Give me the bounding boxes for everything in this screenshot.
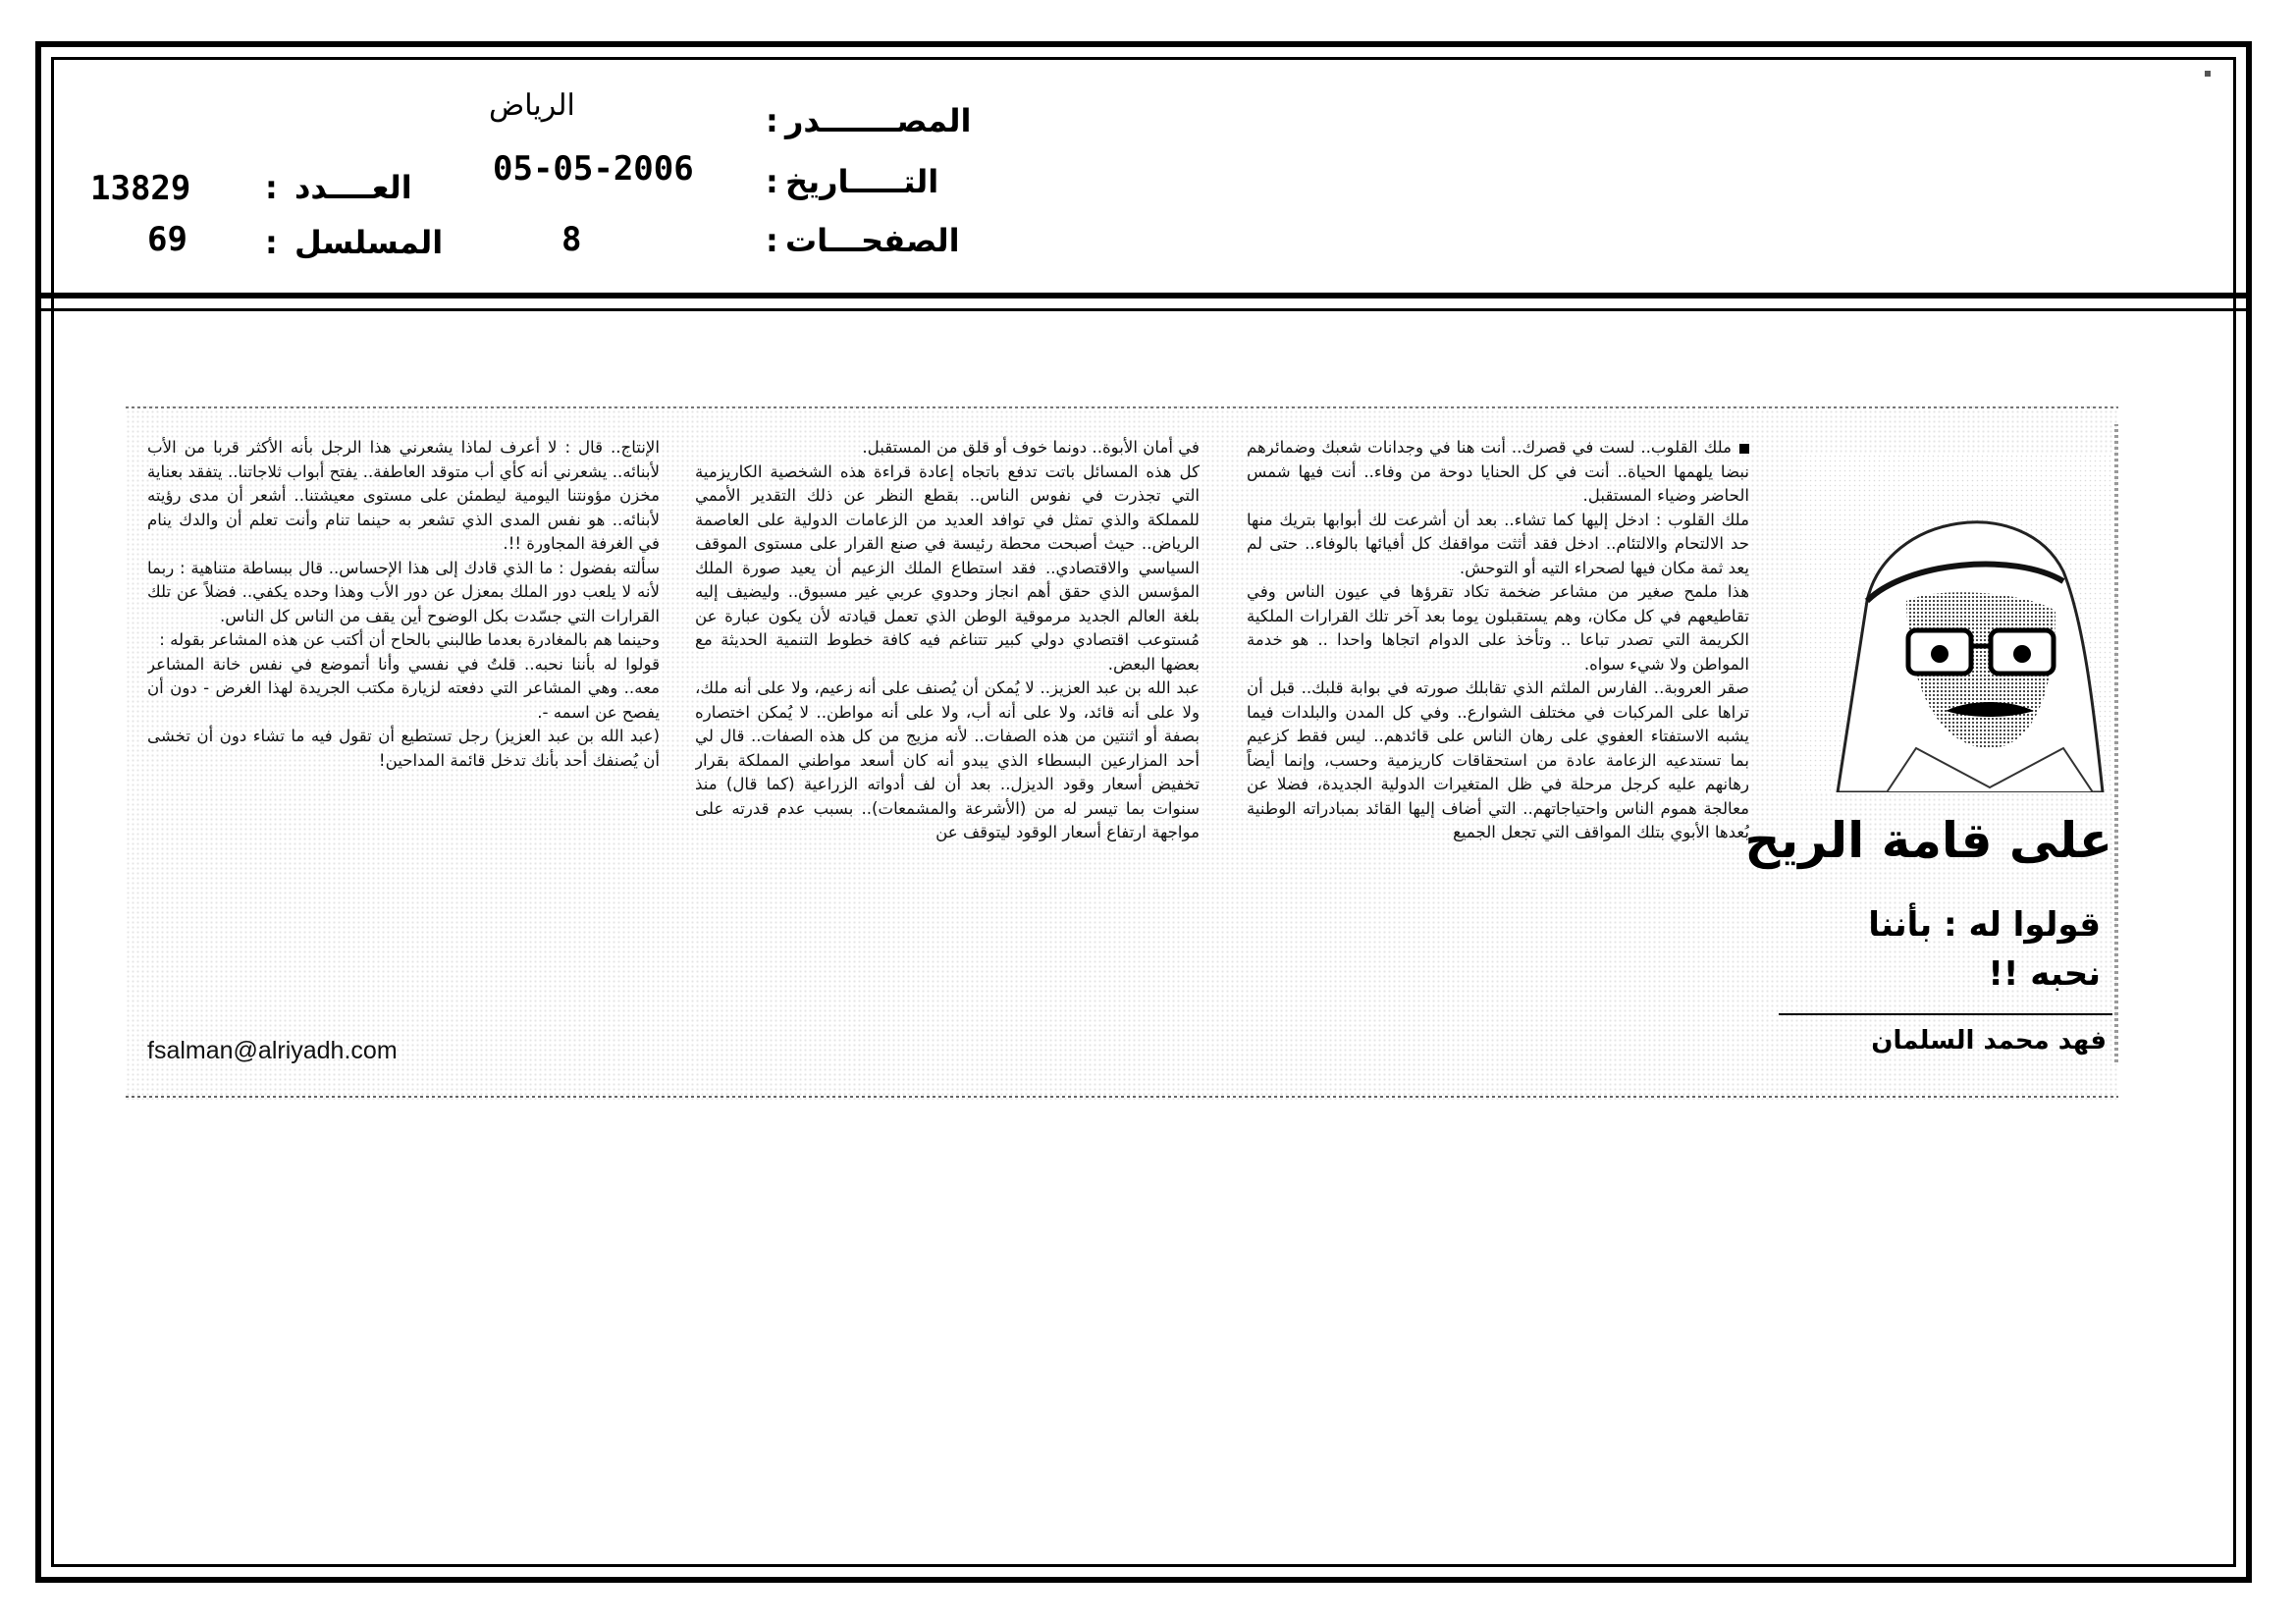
- clipping-top-edge: [126, 406, 2118, 408]
- article-paragraph: وحينما هم بالمغادرة بعدما طالبني بالحاح أن أكتب عن هذه المشاعر بقوله :: [159, 630, 660, 649]
- article-paragraph: سألته بفضول : ما الذي قادك إلى هذا الإحساس.. قال ببساطة متناهية : ربما لأنه لا يلعب دور الملك بمعزل عن دور الأب وهذا وحده يكفي.. فضلاً عن تلك القرارات التي جسّدت بكل الوضوح أين يقف من الناس كل الناس.: [147, 558, 660, 625]
- source-colon: :: [766, 102, 778, 139]
- serial-value: 69: [147, 220, 187, 259]
- author-byline: فهد محمد السلمان: [1871, 1026, 2107, 1056]
- article-column-1: [1247, 436, 1749, 1078]
- article-paragraph: (عبد الله بن عبد العزيز) رجل تستطيع أن تقول فيه ما تشاء دون أن تخشى أن يُصنفك أحد بأنك تدخل قائمة المداحين!: [147, 727, 660, 770]
- article-paragraph: عبد الله بن عبد العزيز.. لا يُمكن أن يُصنف على أنه زعيم، ولا على أنه ملك، ولا على أنه قائد، ولا على أنه أب، ولا على أنه مواطن.. لا يُمكن اختصاره بصفة أو اثنتين من هذه الصفات.. لأنه مزيج من كل هذه الصفات.. قال لي أحد المزارعين البسطاء الذي يبدو أنه كان أسعد مواطني المملكة بقرار تخفيض أسعار وقود الديزل.. بعد أن لف أدواته الزراعية (كما قال) منذ سنوات بما تيسر له من (الأشرعة والمشمعات).. بسبب عدم قدرته على مواجهة ارتفاع أسعار الوقود ليتوقف عن: [695, 678, 1200, 841]
- article-paragraph: ملك القلوب : ادخل إليها كما تشاء.. بعد أن أشرعت لك أبوابها بتريك منها حد الالتحام والالتئام.. ادخل فقد أثثت مواقفك كل أفيائها بالوفاء.. حتى لم يعد ثمة مكان فيها لصحراء التيه أو التوحش.: [1247, 510, 1749, 577]
- article-paragraph: صقر العروبة.. الفارس الملثم الذي تقابلك صورته في بوابة قلبك.. قبل أن تراها على المركبات في مختلف الشوارع.. وفي كل المدن والبلدات فيما يشبه الاستفتاء العفوي على رهان الناس على قائدهم.. ليس فقط كزعيم بما تستدعيه الزعامة عادة من استحقاقات كاريزمية وحسب، وإنما أيضاً رهانهم عليه كرجل مرحلة في ظل المتغيرات الدولية الجديدة، فضلا عن معالجة هموم الناس واحتياجاتهم.. التي أضاف إليها القائد بمبادراته الوطنية بُعدها الأبوي بتلك المواقف التي تجعل الجميع: [1247, 678, 1749, 841]
- article-column-3: [147, 436, 660, 1053]
- article-paragraph: كل هذه المسائل باتت تدفع باتجاه إعادة قراءة هذه الشخصية الكاريزمية التي تجذرت في نفوس الناس.. بقطع النظر عن ذلك التقدير الأممي للمملكة والذي تمثل في توافد العديد من الزعامات الدولية على العاصمة الرياض.. حيث أصبحت محطة رئيسة في صنع القرار على مستوى الموقف السياسي والاقتصادي.. فقد استطاع الملك الزعيم أن يعيد صورة الملك المؤسس الذي حقق أهم انجاز وحدوي عربي غير مسبوق.. وليضيف إليه بلغة العالم الجديد مرموقية الوطن الذي تعمل قيادته لأن يكون عبارة عن مُستوعب اقتصادي دولي كبير تتناغم فيه كافة خطوط التنمية الحديثة مع بعضها البعض.: [695, 461, 1200, 674]
- issue-label: العــــدد: [294, 169, 412, 206]
- date-colon: :: [766, 163, 778, 200]
- date-label: التـــــاريخ: [785, 163, 939, 200]
- header-divider-thin: [35, 308, 2252, 311]
- issue-colon: :: [265, 169, 278, 206]
- article-paragraph: هذا ملمح صغير من مشاعر ضخمة تكاد تقرؤها في عيون الناس وفي تقاطيعهم في كل مكان، وهم يستقبلون يوما بعد آخر تلك القرارات الملكية الكريمة التي تصدر تباعا .. وتأخذ على الدوام اتجاها واحدا .. هو خدمة المواطن ولا شيء سواه.: [1247, 582, 1749, 674]
- article-headline-line2: نحبه !!: [1988, 954, 2101, 994]
- pages-label: الصفحـــات: [785, 222, 960, 259]
- article-paragraph: في أمان الأبوة.. دونما خوف أو قلق من المستقبل.: [862, 438, 1200, 457]
- author-photo: [1798, 454, 2112, 792]
- header-divider-thick: [35, 293, 2252, 298]
- bullet-square-icon: [1739, 444, 1749, 454]
- serial-colon: :: [265, 224, 278, 261]
- author-email: fsalman@alriyadh.com: [147, 1037, 398, 1064]
- scan-speck: [2205, 71, 2211, 77]
- author-portrait-icon: [1798, 454, 2112, 792]
- date-value: 05-05-2006: [493, 149, 694, 189]
- article-paragraph: الإنتاج.. قال : لا أعرف لماذا يشعرني هذا الرجل بأنه الأكثر قربا من الأب لأبنائه.. يشعرني أنه كأي أب متوقد العاطفة.. يفتح أبواب ثلاجاتنا.. يتفقد بعناية مخزن مؤونتنا اليومية ليطمئن على مستوى معيشتنا.. أشعر أن مدى رؤيته لأبنائه.. هو نفس المدى الذي تشعر به حينما تنام وأنت تعلم أن والدك ينام في الغرفة المجاورة !!.: [147, 438, 660, 553]
- source-value: الرياض: [489, 88, 575, 123]
- clipping-bottom-edge: [126, 1096, 2118, 1098]
- source-label: المصـــــــدر: [785, 102, 972, 139]
- issue-value: 13829: [90, 169, 191, 208]
- article-paragraph: قولوا له بأننا نحبه.. قلتُ في نفسي وأنا أتموضع في نفس خانة المشاعر معه.. وهي المشاعر التي دفعته لزيارة مكتب الجريدة لهذا الغرض - دون أن يفصح عن اسمه -.: [147, 654, 660, 722]
- pages-value: 8: [561, 220, 582, 259]
- byline-divider: [1779, 1013, 2112, 1015]
- pages-colon: :: [766, 222, 778, 259]
- clipping-right-edge: [2114, 424, 2118, 1062]
- article-headline-line1: قولوا له : بأننا: [1868, 905, 2101, 945]
- column-title: على قامة الريح: [1744, 812, 2112, 869]
- serial-label: المسلسل: [294, 224, 444, 261]
- article-paragraph: ملك القلوب.. لست في قصرك.. أنت هنا في وجدانات شعبك وضمائرهم نبضا يلهمها الحياة.. أنت في كل الحنايا دوحة من وفاء.. أنت فيها شمس الحاضر وضياء المستقبل.: [1247, 438, 1749, 505]
- article-column-2: [695, 436, 1200, 1078]
